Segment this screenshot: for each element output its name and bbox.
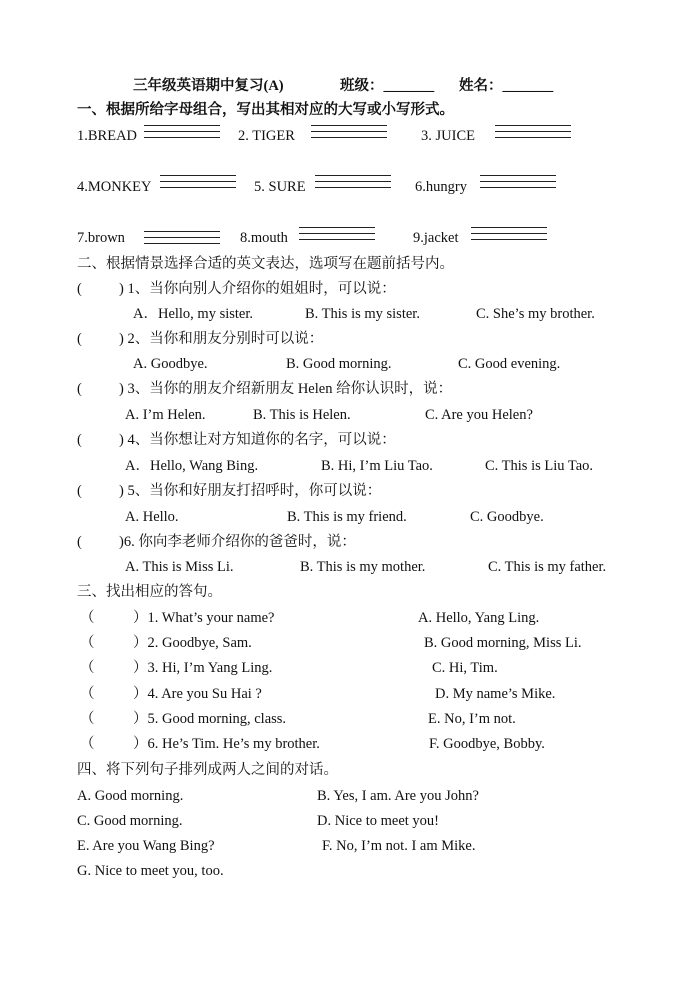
answer-lines[interactable] xyxy=(315,175,391,193)
question-text: ) 4、当你想让对方知道你的名字，可以说： xyxy=(119,432,396,448)
response-option: A. Hello, Yang Ling. xyxy=(418,610,540,626)
word-item: 2. TIGER xyxy=(238,128,295,144)
question-text: ）6. He’s Tim. He’s my brother. xyxy=(133,736,320,752)
answer-lines[interactable] xyxy=(311,125,387,143)
answer-lines[interactable] xyxy=(495,125,571,143)
answer-lines[interactable] xyxy=(299,227,375,245)
section1-heading: 一、根据所给字母组合，写出其相对应的大写或小写形式。 xyxy=(77,102,454,118)
name-field[interactable]: 姓名：_______ xyxy=(459,78,554,94)
answer-lines[interactable] xyxy=(471,227,547,245)
word-item: 5. SURE xyxy=(254,179,306,195)
section4-heading: 四、将下列句子排列成两人之间的对话。 xyxy=(77,762,338,778)
section2-heading: 二、根据情景选择合适的英文表达，选项写在题前括号内。 xyxy=(77,256,454,272)
answer-bracket[interactable]: （ xyxy=(80,736,95,752)
option-c: C. This is my father. xyxy=(488,559,607,575)
question-text: ）1. What’s your name? xyxy=(133,610,275,626)
answer-bracket[interactable]: （ xyxy=(80,711,95,727)
question-text: ）3. Hi, I’m Yang Ling. xyxy=(133,660,273,676)
answer-bracket[interactable]: ( xyxy=(77,381,82,397)
option-b: B. This is Helen. xyxy=(253,407,351,423)
option-a: A. I’m Helen. xyxy=(125,407,206,423)
option-a: A. This is Miss Li. xyxy=(125,559,234,575)
answer-bracket[interactable]: （ xyxy=(80,686,95,702)
option-b: B. Good morning. xyxy=(286,356,392,372)
option-c: C. Are you Helen? xyxy=(425,407,533,423)
option-a: A. Goodbye. xyxy=(133,356,208,372)
response-option: F. Goodbye, Bobby. xyxy=(429,736,545,752)
answer-bracket[interactable]: ( xyxy=(77,483,82,499)
word-item: 7.brown xyxy=(77,230,125,246)
option-b: B. This is my friend. xyxy=(287,509,407,525)
dialog-option: C. Good morning. xyxy=(77,813,183,829)
word-item: 3. JUICE xyxy=(421,128,475,144)
word-item: 8.mouth xyxy=(240,230,288,246)
option-b: B. This is my sister. xyxy=(305,306,420,322)
dialog-option: G. Nice to meet you, too. xyxy=(77,863,224,879)
answer-bracket[interactable]: ( xyxy=(77,331,82,347)
word-item: 9.jacket xyxy=(413,230,459,246)
question-text: ）4. Are you Su Hai ? xyxy=(133,686,262,702)
response-option: B. Good morning, Miss Li. xyxy=(424,635,582,651)
answer-bracket[interactable]: ( xyxy=(77,281,82,297)
option-c: C. She’s my brother. xyxy=(476,306,595,322)
class-field[interactable]: 班级：_______ xyxy=(340,78,435,94)
answer-bracket[interactable]: ( xyxy=(77,432,82,448)
option-c: C. Good evening. xyxy=(458,356,561,372)
dialog-option: E. Are you Wang Bing? xyxy=(77,838,215,854)
word-item: 1.BREAD xyxy=(77,128,138,144)
option-a: A．Hello, my sister. xyxy=(133,306,254,322)
option-a: A．Hello, Wang Bing. xyxy=(125,458,259,474)
answer-lines[interactable] xyxy=(144,125,220,143)
answer-lines[interactable] xyxy=(480,175,556,193)
question-text: ）5. Good morning, class. xyxy=(133,711,287,727)
response-option: C. Hi, Tim. xyxy=(432,660,498,676)
question-text: ) 3、当你的朋友介绍新朋友 Helen 给你认识时，说： xyxy=(119,381,453,397)
answer-bracket[interactable]: （ xyxy=(80,610,95,626)
page-title: 三年级英语期中复习(A) xyxy=(133,78,284,94)
answer-bracket[interactable]: （ xyxy=(80,660,95,676)
word-item: 4.MONKEY xyxy=(77,179,152,195)
question-text: )6. 你向李老师介绍你的爸爸时，说： xyxy=(119,534,356,550)
section3-heading: 三、找出相应的答句。 xyxy=(77,584,222,600)
question-text: ) 5、当你和好朋友打招呼时，你可以说： xyxy=(119,483,382,499)
question-text: ）2. Goodbye, Sam. xyxy=(133,635,252,651)
question-text: ) 1、当你向别人介绍你的姐姐时，可以说： xyxy=(119,281,396,297)
option-a: A. Hello. xyxy=(125,509,179,525)
option-b: B. Hi, I’m Liu Tao. xyxy=(321,458,433,474)
answer-lines[interactable] xyxy=(160,175,236,193)
dialog-option: B. Yes, I am. Are you John? xyxy=(317,788,479,804)
dialog-option: D. Nice to meet you! xyxy=(317,813,440,829)
dialog-option: A. Good morning. xyxy=(77,788,184,804)
word-item: 6.hungry xyxy=(415,179,467,195)
response-option: D. My name’s Mike. xyxy=(435,686,556,702)
option-c: C. Goodbye. xyxy=(470,509,544,525)
question-text: ) 2、当你和朋友分别时可以说： xyxy=(119,331,324,347)
answer-bracket[interactable]: （ xyxy=(80,635,95,651)
answer-lines[interactable] xyxy=(144,231,220,249)
option-c: C. This is Liu Tao. xyxy=(485,458,594,474)
answer-bracket[interactable]: ( xyxy=(77,534,82,550)
option-b: B. This is my mother. xyxy=(300,559,426,575)
response-option: E. No, I’m not. xyxy=(428,711,516,727)
dialog-option: F. No, I’m not. I am Mike. xyxy=(322,838,476,854)
